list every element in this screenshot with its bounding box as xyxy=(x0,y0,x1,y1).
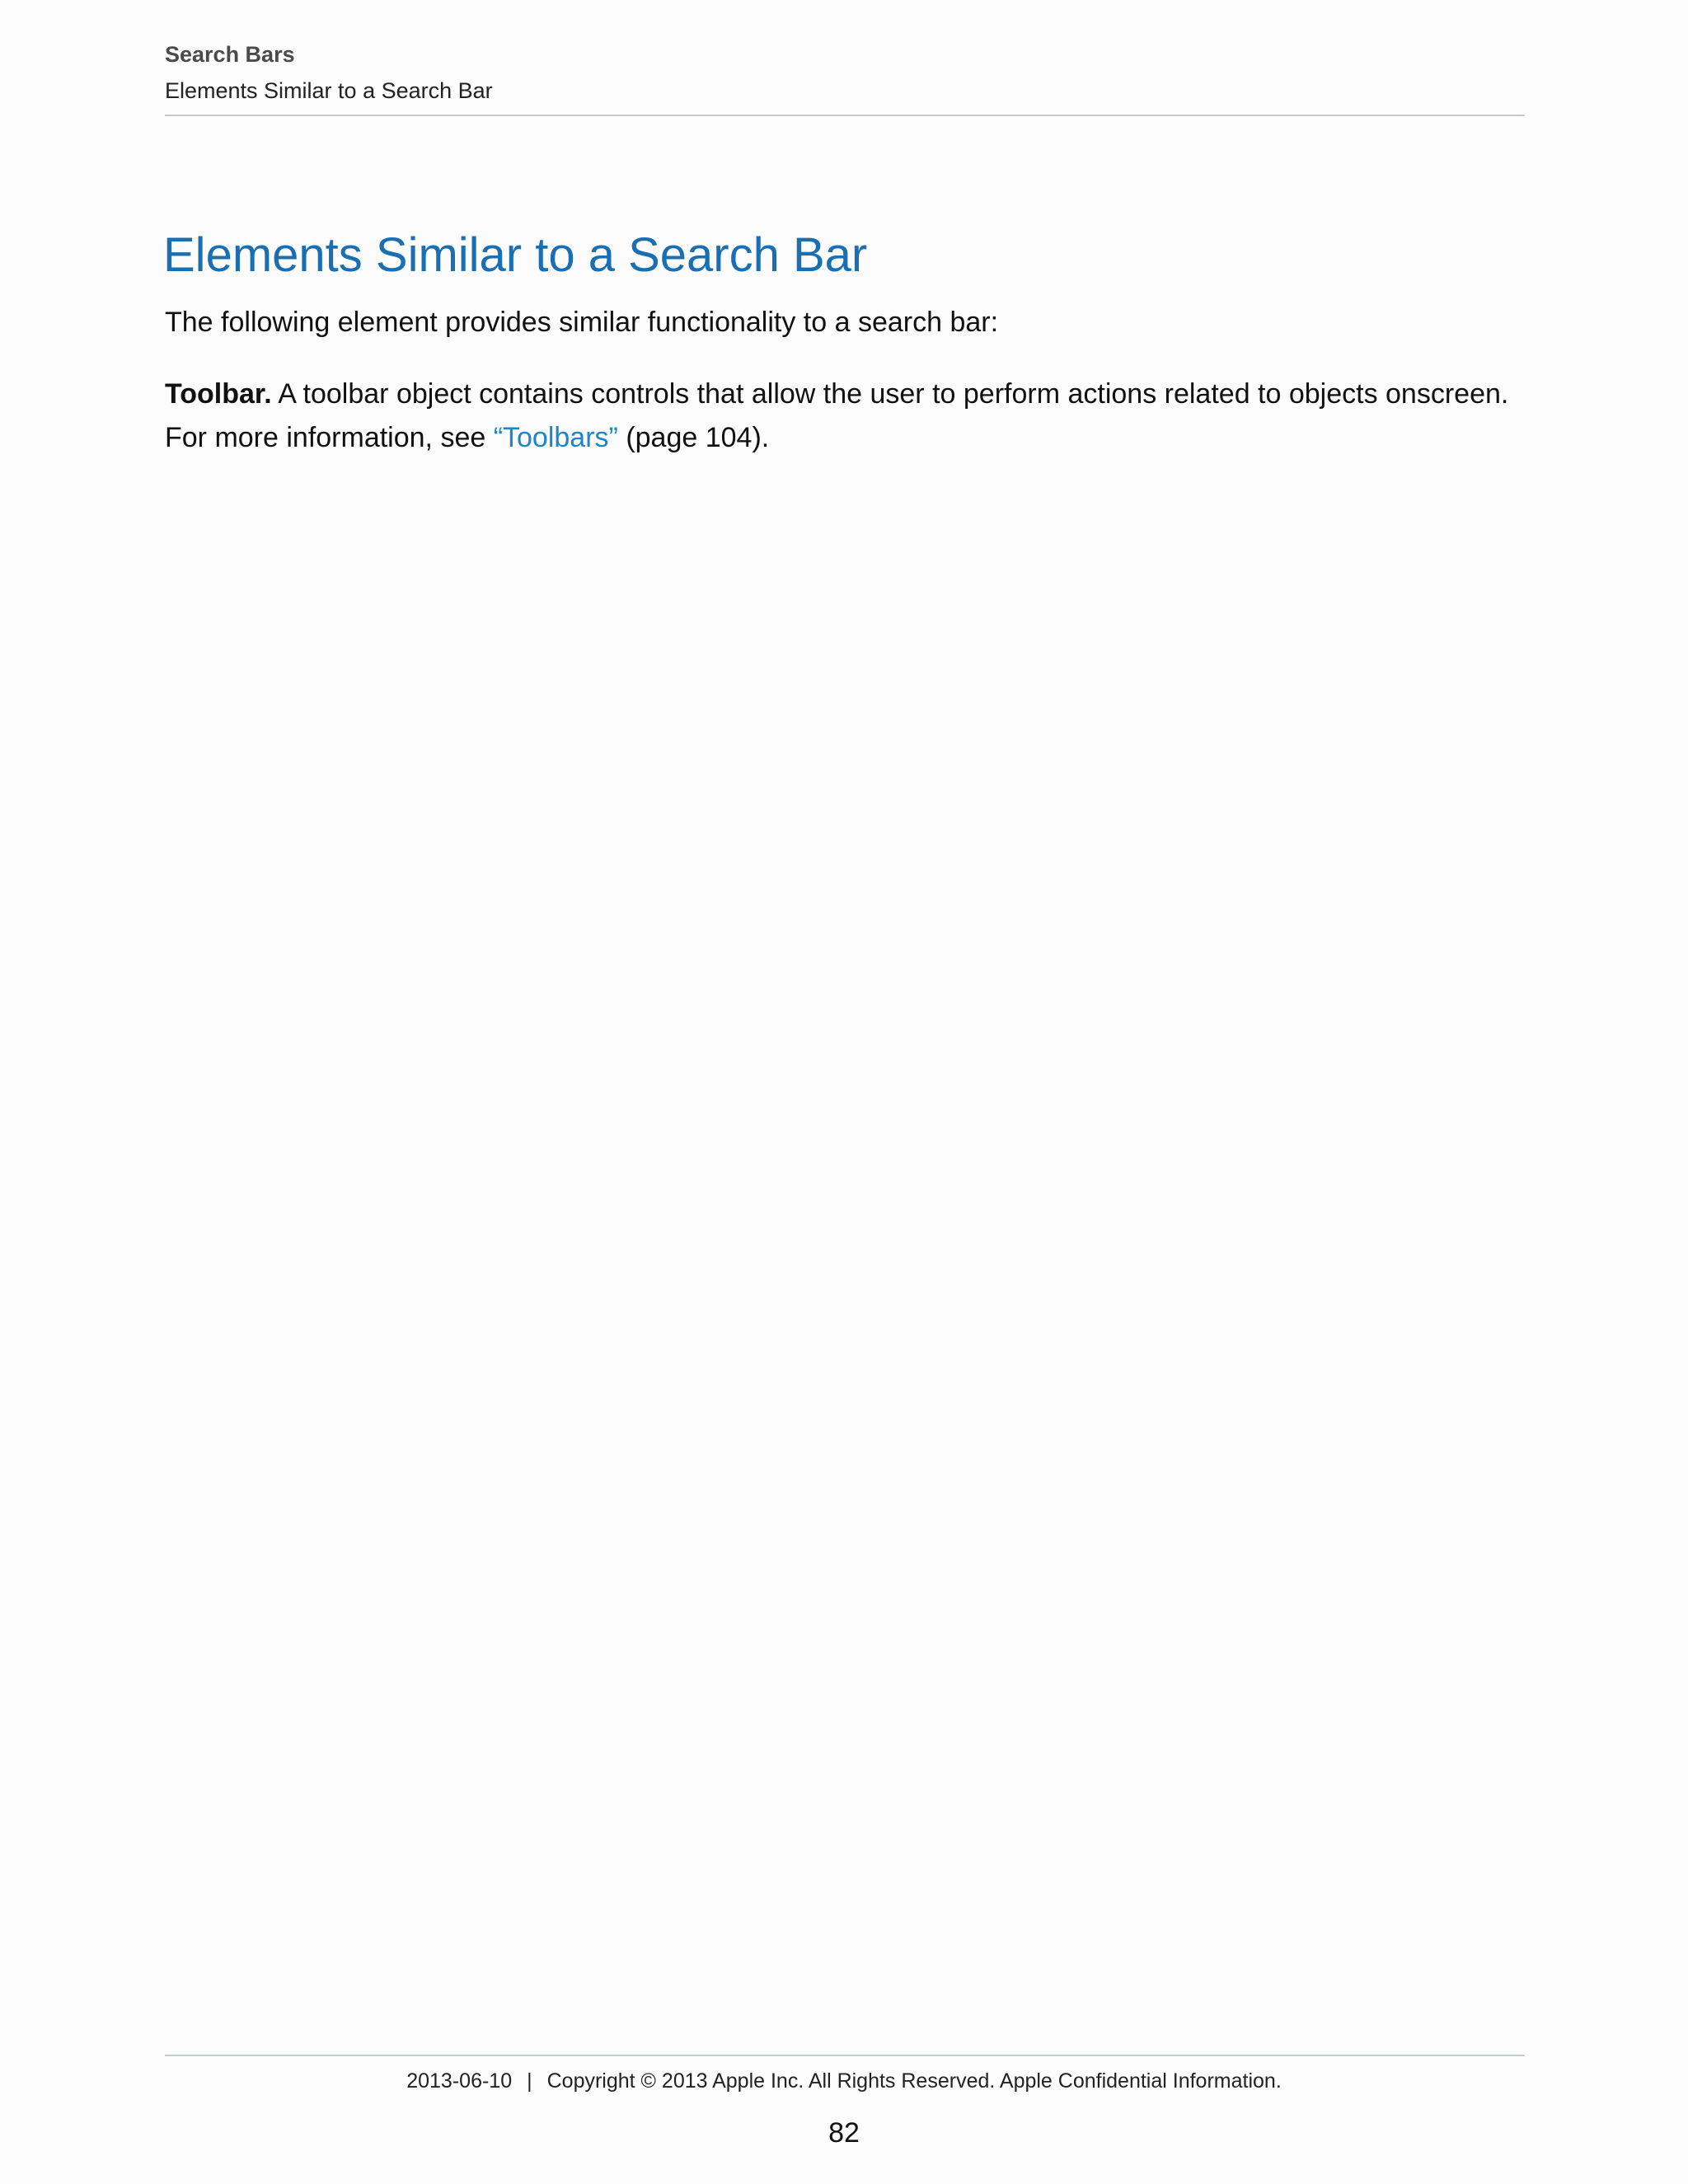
definition-paragraph xyxy=(165,373,1533,460)
running-header xyxy=(165,36,1525,109)
footer-separator: | xyxy=(527,2069,532,2093)
header-chapter-title: Search Bars xyxy=(165,42,295,67)
link-page-reference: (page 104). xyxy=(617,422,770,453)
definition-text: A toolbar object contains controls that allow the user to perform actions related to objects onscreen. For more information, see xyxy=(165,378,1509,453)
footer-copyright: Copyright © 2013 Apple Inc. All Rights Reserved. Apple Confidential Information. xyxy=(546,2069,1282,2093)
definition-term: Toolbar. xyxy=(165,378,272,410)
intro-paragraph: The following element provides similar functionality to a search bar: xyxy=(165,307,999,338)
header-section-title: Elements Similar to a Search Bar xyxy=(165,78,493,103)
footer-divider xyxy=(165,2055,1525,2056)
toolbars-link[interactable]: “Toolbars” xyxy=(493,422,618,453)
header-divider xyxy=(165,115,1525,116)
footer xyxy=(0,2064,1688,2097)
footer-date: 2013-06-10 xyxy=(406,2069,513,2093)
page-number: 82 xyxy=(828,2117,860,2149)
page-title: Elements Similar to a Search Bar xyxy=(163,228,868,282)
